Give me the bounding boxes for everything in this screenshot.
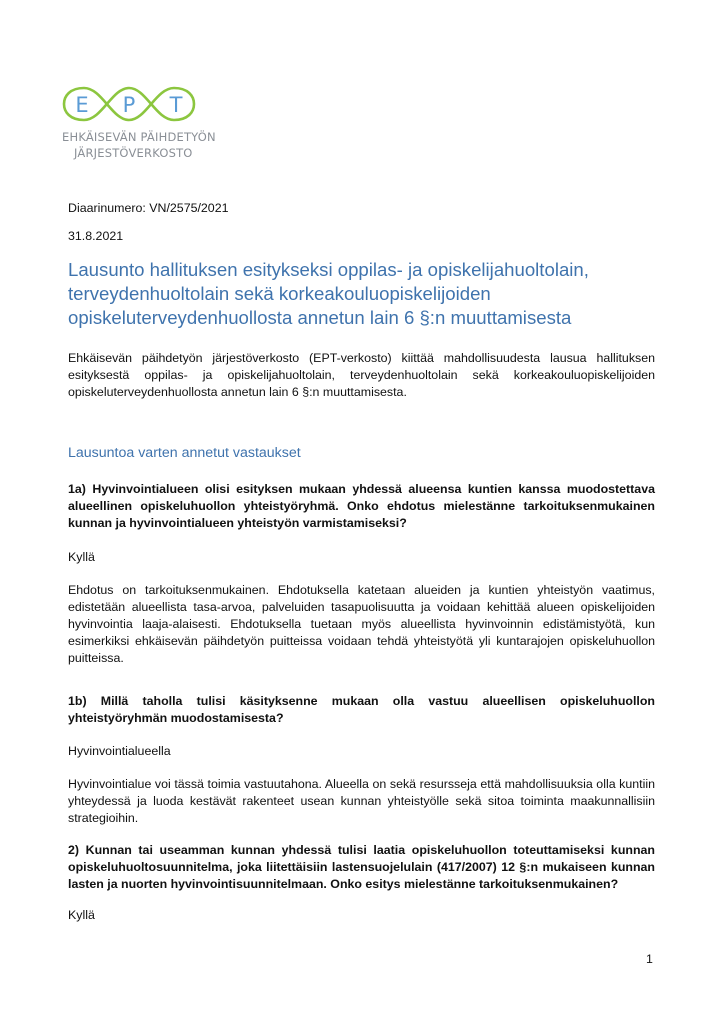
- logo-letter-p: P: [122, 93, 136, 117]
- explanation-1a: Ehdotus on tarkoituksenmukainen. Ehdotuksella katetaan alueiden ja kuntien yhteistyön vaatimus, edistetään alueellista tasa-arvoa, palveluiden tasapuolisuutta ja voidaan kehittää alueen opiskelijoiden hyvinvointia laaja-alaisesti. Ehdotuksella tuetaan myös alueellista hyvinvoinnin edistämistyötä, kun esimerkiksi ehkäisevän päihdetyön puitteissa voidaan tehdä yhteistyötä yli kuntarajojen opiskeluhuollon puitteissa.: [68, 583, 655, 665]
- question-1b: 1b) Millä taholla tulisi käsityksenne mukaan olla vastuu alueellisen opiskeluhuollon yhteistyöryhmän muodostamisesta?: [68, 694, 655, 725]
- intro-paragraph: Ehkäisevän päihdetyön järjestöverkosto (EPT-verkosto) kiittää mahdollisuudesta lausua hallituksen esityksestä oppilas- ja opiskelijahuoltolain, terveydenhuoltolain sekä korkeakouluopiskelijoiden opiskeluterveydenhuollosta annetun lain 6 §:n muuttamisesta.: [68, 351, 655, 399]
- document-date: 31.8.2021: [68, 229, 124, 243]
- logo-text-line1: EHKÄISEVÄN PÄIHDETYÖN: [62, 130, 216, 144]
- document-title: Lausunto hallituksen esitykseksi oppilas- ja opiskelijahuoltolain, terveydenhuoltolain sekä korkeakouluopiskelijoiden opiskeluterveydenhuollosta annetun lain 6 §:n muuttamisesta: [68, 259, 589, 328]
- logo-letter-e: E: [75, 93, 89, 117]
- diary-number: Diaarinumero: VN/2575/2021: [68, 201, 229, 215]
- logo-text-line2: JÄRJESTÖVERKOSTO: [74, 146, 193, 160]
- ept-logo-mark: [62, 82, 196, 126]
- explanation-1b: Hyvinvointialue voi tässä toimia vastuutahona. Alueella on sekä resursseja että mahdollisuuksia olla kuntiin yhteydessä ja luoda kestävät rakenteet usean kunnan yhteistyölle sekä sitoa toiminta maakunnallisiin strategioihin.: [68, 777, 655, 825]
- question-2: 2) Kunnan tai useamman kunnan yhdessä tulisi laatia opiskeluhuollon toteuttamiseksi kunnan opiskeluhuoltosuunnitelma, joka liitettäisiin lastensuojelulain (417/2007) 12 §:n mukaiseen kunnan lasten ja nuorten hyvinvointisuunnitelmaan. Onko esitys mielestänne tarkoituksenmukainen?: [68, 843, 655, 891]
- section-heading: Lausuntoa varten annetut vastaukset: [68, 445, 301, 461]
- logo-letter-t: T: [169, 93, 183, 117]
- answer-1a: Kyllä: [68, 550, 95, 564]
- page-number: 1: [646, 952, 653, 966]
- answer-1b: Hyvinvointialueella: [68, 744, 171, 758]
- answer-2: Kyllä: [68, 908, 95, 922]
- question-1a: 1a) Hyvinvointialueen olisi esityksen mukaan yhdessä alueensa kuntien kanssa muodostettava alueellinen opiskeluhuollon yhteistyöryhmä. Onko ehdotus mielestänne tarkoituksenmukainen kunnan ja hyvinvointialueen yhteistyön varmistamiseksi?: [68, 482, 655, 530]
- ept-logo: [62, 82, 216, 160]
